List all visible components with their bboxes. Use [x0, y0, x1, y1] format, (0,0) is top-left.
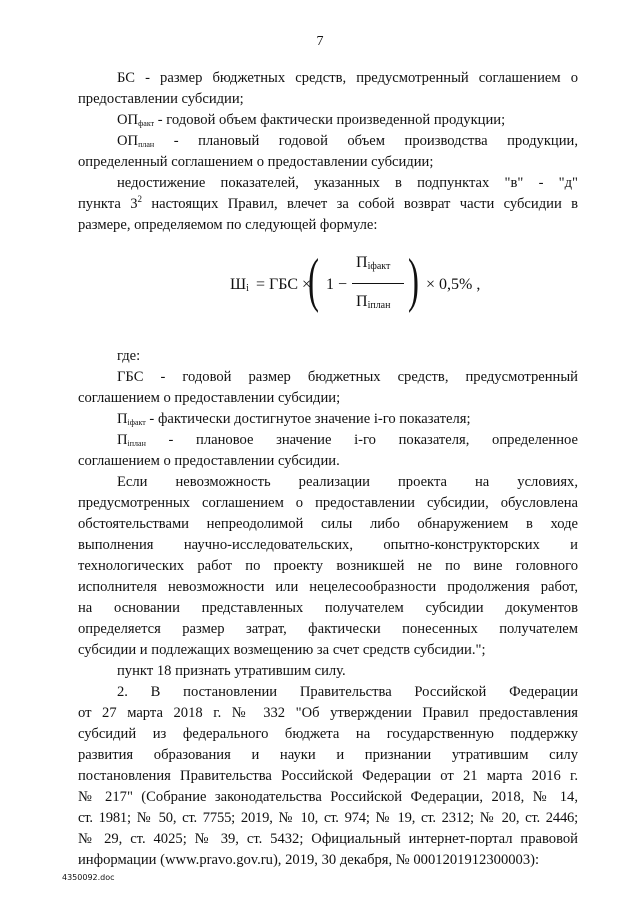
formula-numerator: $П_{iфакт}$ [356, 254, 391, 272]
para-esli-line: на основании представленных получателем субсидии документов [78, 600, 578, 616]
def-opplan-line2: определенный соглашением о предоставлении субсидии; [78, 154, 434, 170]
para-punkt18: пункт 18 признать утратившим силу. [117, 663, 346, 679]
def-bs-line1: БС - размер бюджетных средств, предусмотренный соглашением о [117, 70, 578, 86]
para-item2-line: информации (www.pravo.gov.ru), 2019, 30 декабря, № 0001201912300003): [78, 852, 540, 868]
def-pplan-line2: соглашением о предоставлении субсидии. [78, 453, 340, 469]
where-label: где: [117, 348, 141, 364]
fraction-line [352, 283, 404, 284]
def-gbs-line1: ГБС - годовой размер бюджетных средств, предусмотренный [117, 369, 578, 385]
formula-eq-gbs: = ГБС × [256, 276, 312, 293]
para-esli-line: выполнения научно-исследовательских, опытно-конструкторских и [78, 537, 578, 553]
para-item2-line: субсидий из федерального бюджета на государственную поддержку [78, 726, 578, 742]
formula-times: × 0,5% , [426, 276, 481, 293]
def-gbs-line2: соглашением о предоставлении субсидии; [78, 390, 341, 406]
para-item2-line: № 29, ст. 4025; № 39, ст. 5432; Официальный интернет-портал правовой [78, 831, 578, 847]
footer-filename: 4350092.doc [62, 873, 115, 882]
def-pfakt: $П_{iфакт}$ - фактически достигнутое значение i-го показателя; [117, 411, 471, 427]
def-opplan-line1: $ОП_{план}$ - плановый годовой объем производства продукции, [117, 133, 578, 149]
para-esli-line: технологических работ по проекту возникшей не по вине головного [78, 558, 578, 574]
para-nedost-line1: недостижение показателей, указанных в подпунктах "в" - "д" [117, 175, 578, 191]
para-item2-line: от 27 марта 2018 г. № 332 "Об утверждении Правил предоставления [78, 705, 578, 721]
left-paren: ( [308, 247, 319, 313]
para-esli-line: обстоятельствами непреодолимой силы либо обнаружением в ходе [78, 516, 578, 532]
para-item2-line: развития образования и науки и признании утратившим силу [78, 747, 578, 763]
formula [78, 236, 578, 332]
para-item2-line: 2. В постановлении Правительства Российской Федерации [117, 684, 578, 700]
document-body [78, 68, 578, 871]
def-bs-line2: предоставлении субсидии; [78, 91, 244, 107]
para-item2-line: ст. 1981; № 50, ст. 7755; 2019, № 10, ст. 974; № 19, ст. 2312; № 20, ст. 2446; [78, 810, 578, 826]
para-esli-line: предусмотренных соглашением о предоставлении субсидии, обусловлена [78, 495, 578, 511]
para-esli-line: исполнителя невозможности или нецелесообразности продолжения работ, [78, 579, 578, 595]
def-pplan-line1: $П_{iплан}$ - плановое значение i-го показателя, определенное [117, 432, 578, 448]
para-esli-line: определяется размер затрат, фактически понесенных получателем [78, 621, 578, 637]
formula-lhs: $Ш_i$ [230, 276, 249, 294]
formula-one-minus: 1 − [326, 276, 348, 293]
def-opfakt: $ОП_{факт}$ - годовой объем фактически произведенной продукции; [117, 112, 506, 128]
page-number: 7 [316, 34, 324, 49]
right-paren: ) [408, 247, 419, 313]
para-esli-line: Если невозможность реализации проекта на условиях, [117, 474, 578, 490]
para-item2-line: постановления Правительства Российской Федерации от 21 марта 2016 г. [78, 768, 578, 784]
para-nedost-line3: размере, определяемом по следующей формуле: [78, 217, 378, 233]
formula-denominator: $П_{iплан}$ [356, 293, 391, 311]
para-item2-line: № 217" (Собрание законодательства Российской Федерации, 2018, № 14, [78, 789, 578, 805]
para-esli-line: субсидии и подлежащих возмещению за счет средств субсидии."; [78, 642, 486, 658]
para-nedost-line2: пункта $3^2$ настоящих Правил, влечет за собой возврат части субсидии в [78, 194, 578, 212]
